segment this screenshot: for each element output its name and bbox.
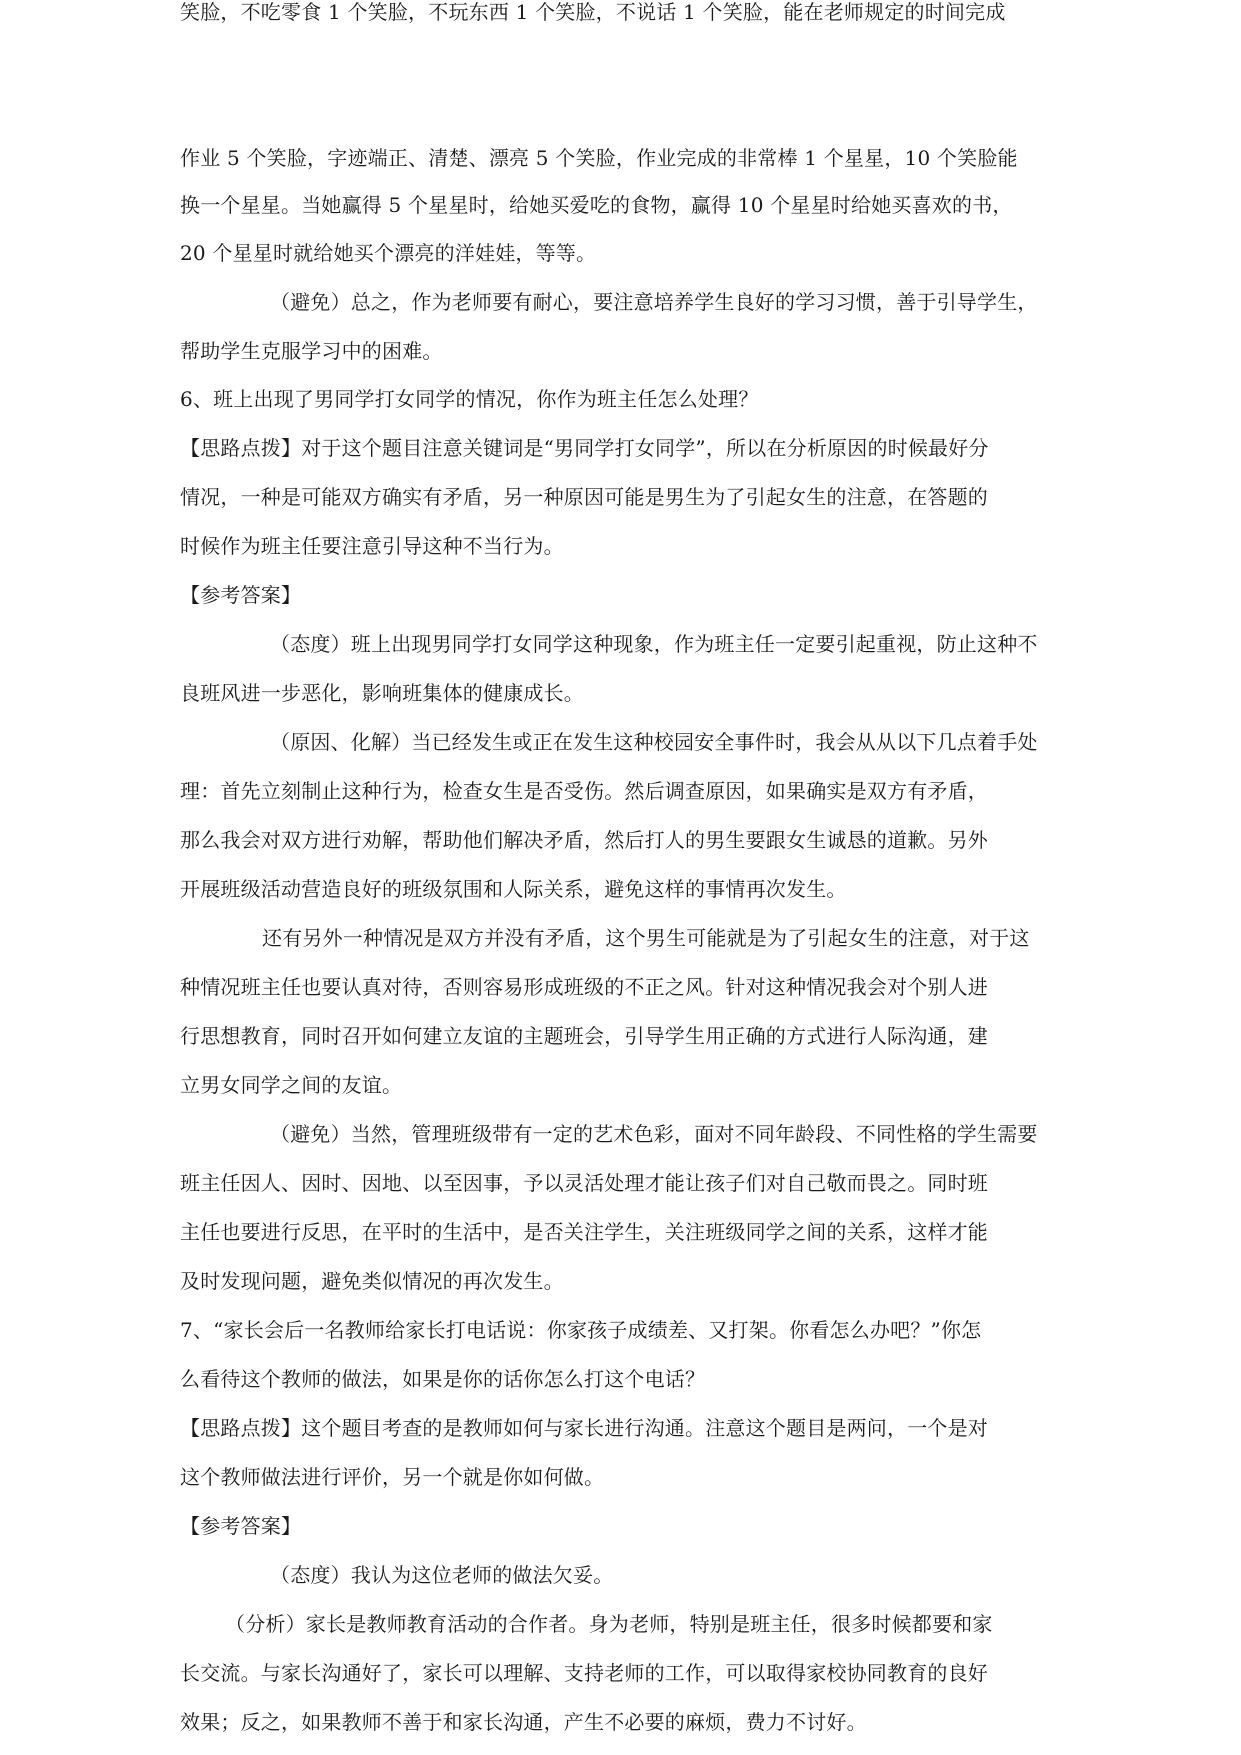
text-line: （态度）班上出现男同学打女同学这种现象，作为班主任一定要引起重视，防止这种不 [270, 632, 1038, 656]
text-line: 【思路点拨】这个题目考查的是教师如何与家长进行沟通。注意这个题目是两问，一个是对 [180, 1416, 988, 1440]
text-line: （避免）当然，管理班级带有一定的艺术色彩，面对不同年龄段、不同性格的学生需要 [270, 1122, 1038, 1146]
text-line: 还有另外一种情况是双方并没有矛盾，这个男生可能就是为了引起女生的注意，对于这 [262, 926, 1030, 950]
text-line: （避免）总之，作为老师要有耐心，要注意培养学生良好的学习习惯，善于引导学生， [270, 290, 1038, 314]
text-line: （原因、化解）当已经发生或正在发生这种校园安全事件时，我会从从以下几点着手处 [270, 730, 1038, 754]
text-line: 时候作为班主任要注意引导这种不当行为。 [180, 534, 564, 558]
text-line: 【思路点拨】对于这个题目注意关键词是“男同学打女同学”，所以在分析原因的时候最好分 [180, 436, 989, 460]
text-line: 笑脸，不吃零食 1 个笑脸，不玩东西 1 个笑脸，不说话 1 个笑脸，能在老师规定的时间完成 [180, 0, 1006, 24]
text-line: （态度）我认为这位老师的做法欠妥。 [270, 1563, 614, 1587]
text-line: 这个教师做法进行评价，另一个就是你如何做。 [180, 1465, 605, 1489]
text-line: 长交流。与家长沟通好了，家长可以理解、支持老师的工作，可以取得家校协同教育的良好 [180, 1661, 988, 1685]
text-line: 帮助学生克服学习中的困难。 [180, 339, 443, 363]
text-line: 20 个星星时就给她买个漂亮的洋娃娃，等等。 [180, 241, 597, 265]
question-heading: 7、“家长会后一名教师给家长打电话说：你家孩子成绩差、又打架。你看怎么办吧？”你怎 [180, 1318, 982, 1342]
text-line: 班主任因人、因时、因地、以至因事，予以灵活处理才能让孩子们对自己敬而畏之。同时班 [180, 1171, 988, 1195]
question-heading: 6、班上出现了男同学打女同学的情况，你作为班主任怎么处理？ [180, 387, 759, 411]
text-line: 效果；反之，如果教师不善于和家长沟通，产生不必要的麻烦，费力不讨好。 [180, 1710, 867, 1734]
text-line: 开展班级活动营造良好的班级氛围和人际关系，避免这样的事情再次发生。 [180, 877, 847, 901]
text-line: （分析）家长是教师教育活动的合作者。身为老师，特别是班主任，很多时候都要和家 [225, 1612, 993, 1636]
text-line: 种情况班主任也要认真对待，否则容易形成班级的不正之风。针对这种情况我会对个别人进 [180, 975, 988, 999]
text-line: 行思想教育，同时召开如何建立友谊的主题班会，引导学生用正确的方式进行人际沟通，建 [180, 1024, 988, 1048]
text-line: 主任也要进行反思，在平时的生活中，是否关注学生，关注班级同学之间的关系，这样才能 [180, 1220, 988, 1244]
text-line: 立男女同学之间的友谊。 [180, 1073, 403, 1097]
text-line: 换一个星星。当她赢得 5 个星星时，给她买爱吃的食物，赢得 10 个星星时给她买喜欢的书， [180, 193, 1013, 217]
text-line: 作业 5 个笑脸，字迹端正、清楚、漂亮 5 个笑脸，作业完成的非常棒 1 个星星，10 个笑脸能 [180, 146, 1018, 170]
answer-heading: 【参考答案】 [180, 583, 302, 607]
text-line: 那么我会对双方进行劝解，帮助他们解决矛盾，然后打人的男生要跟女生诚恳的道歉。另外 [180, 828, 988, 852]
answer-heading: 【参考答案】 [180, 1514, 302, 1538]
text-line: 及时发现问题，避免类似情况的再次发生。 [180, 1269, 564, 1293]
text-line: 么看待这个教师的做法，如果是你的话你怎么打这个电话？ [180, 1367, 706, 1391]
text-line: 理：首先立刻制止这种行为，检查女生是否受伤。然后调查原因，如果确实是双方有矛盾， [180, 779, 988, 803]
text-line: 情况，一种是可能双方确实有矛盾，另一种原因可能是男生为了引起女生的注意，在答题的 [180, 485, 988, 509]
text-line: 良班风进一步恶化，影响班集体的健康成长。 [180, 681, 584, 705]
